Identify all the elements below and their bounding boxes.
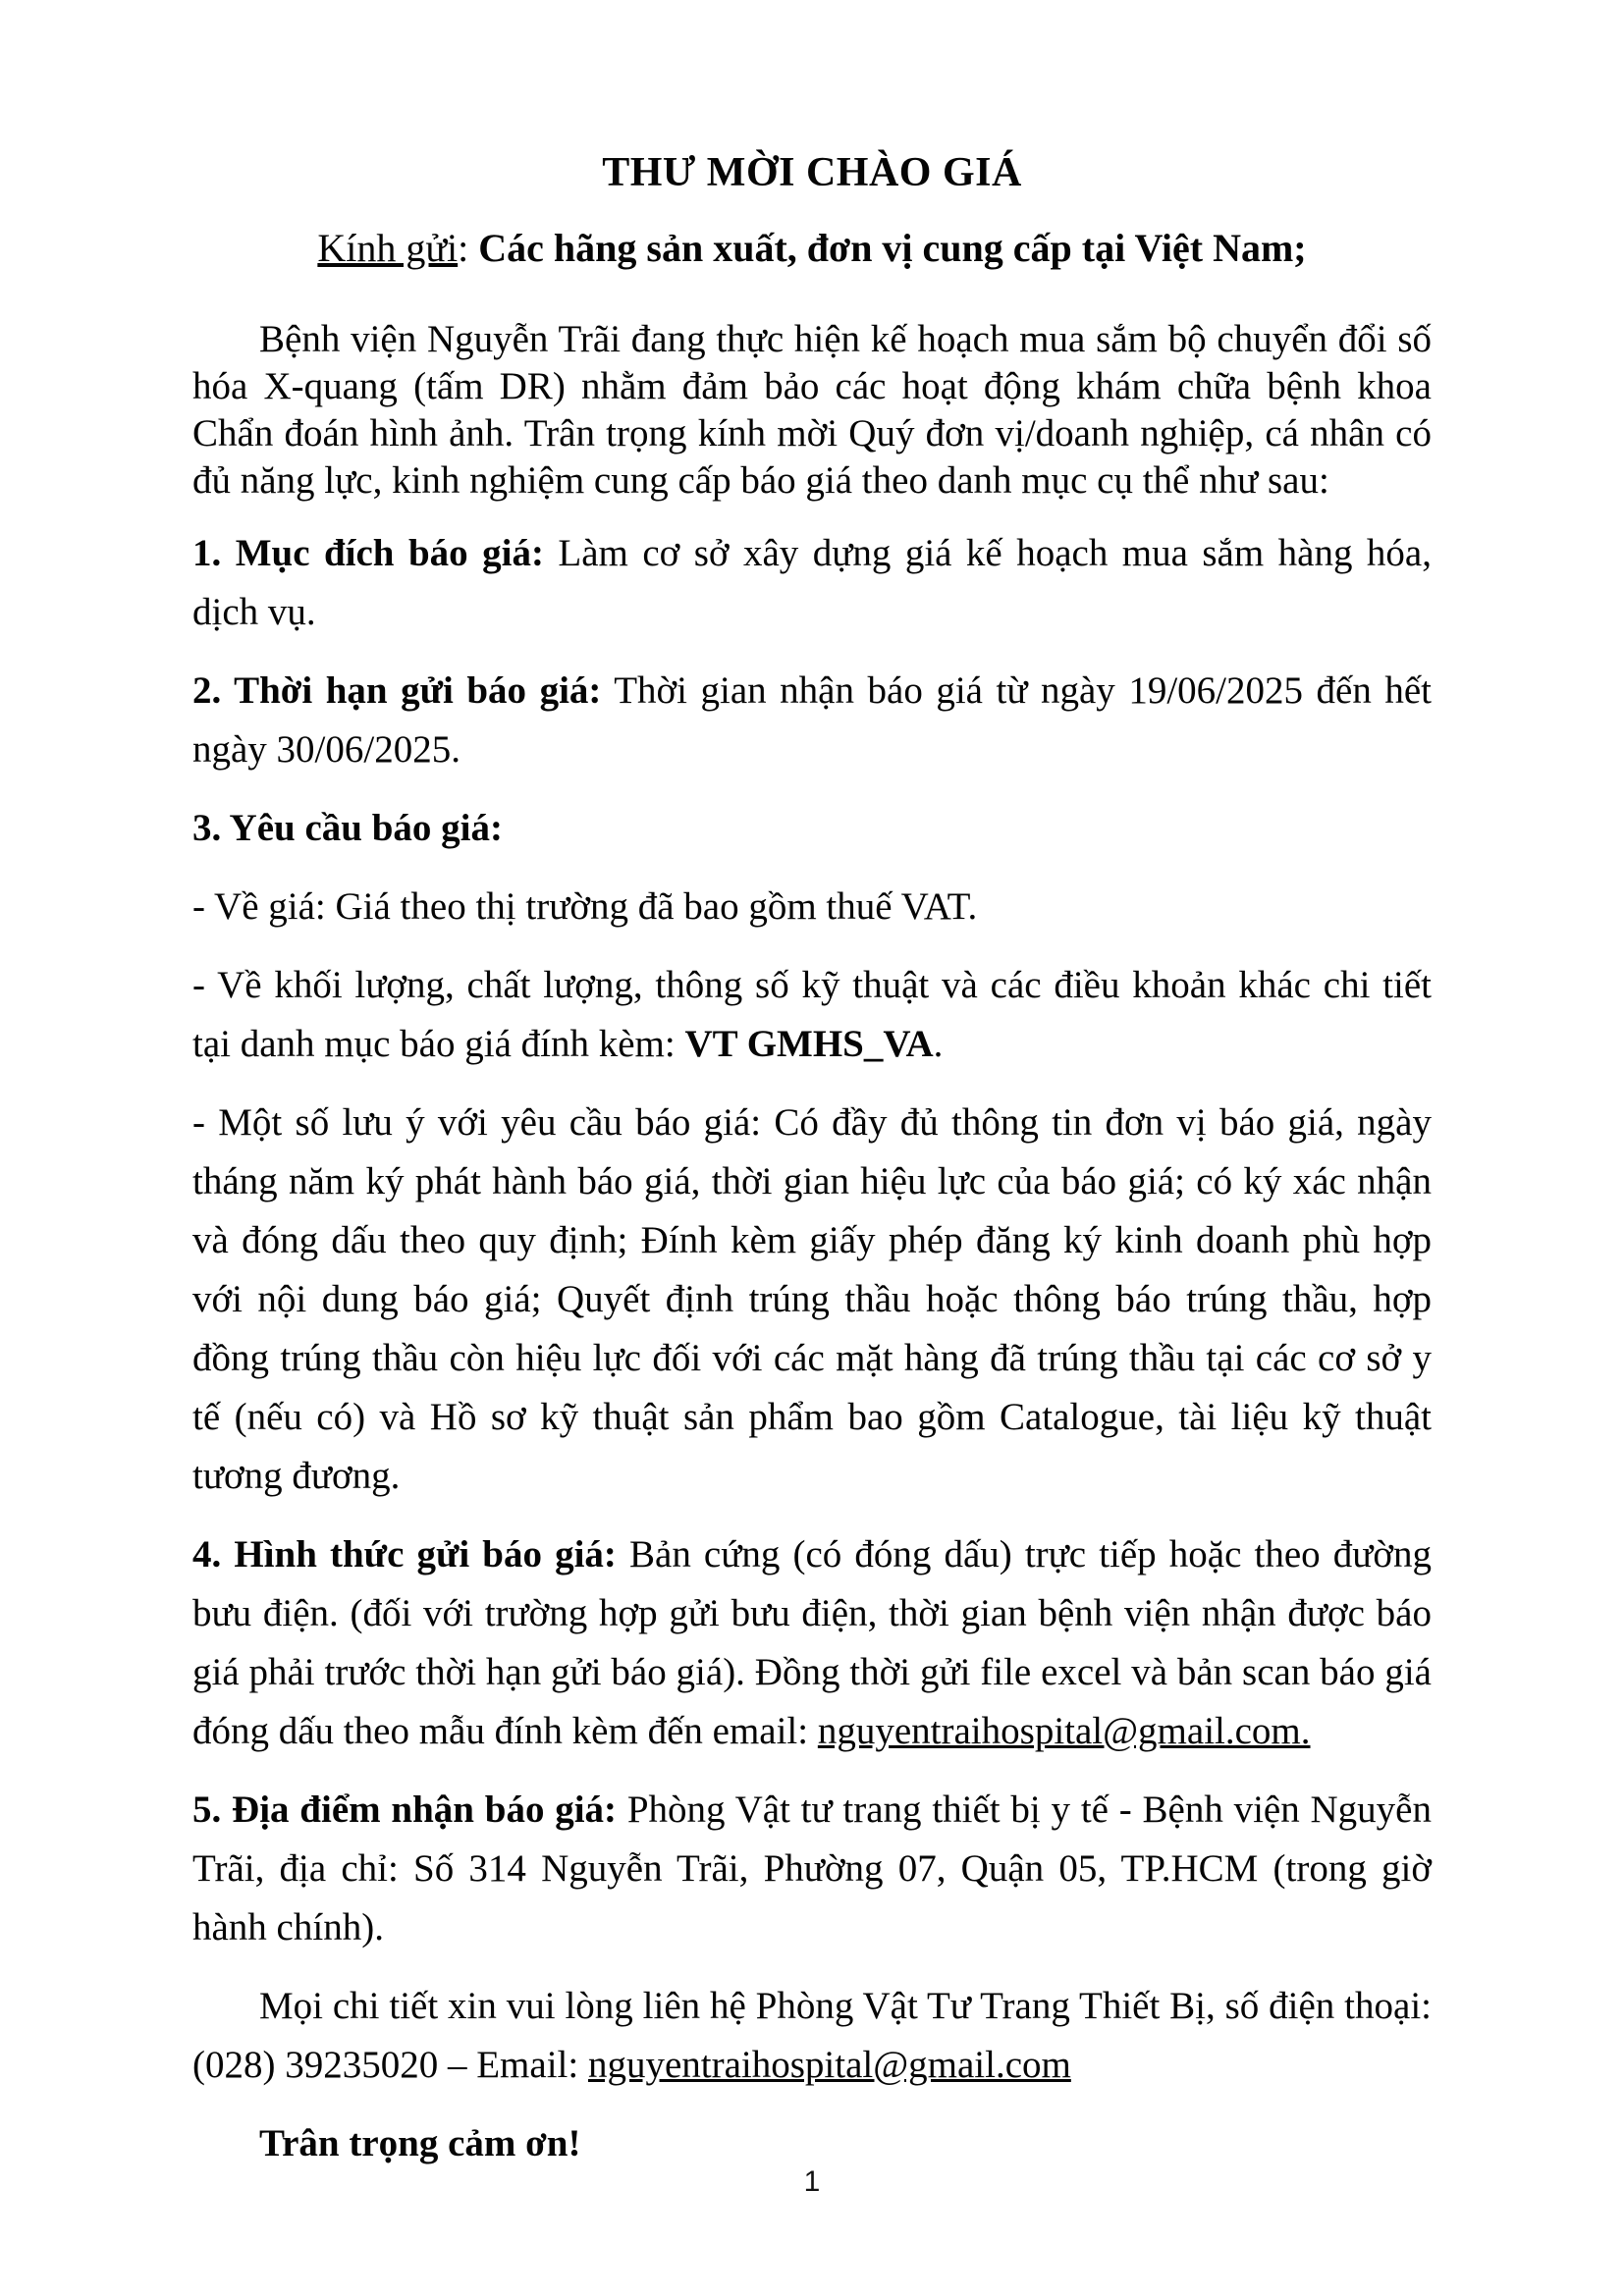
deadline-item [192,662,1432,779]
contact-paragraph [192,1977,1432,2095]
purpose-text: Làm cơ sở xây dựng giá kế hoạch mua sắm hàng hóa, dịch vụ. [192,532,1432,633]
address-text: Phòng Vật tư trang thiết bị y tế - Bệnh viện Nguyễn Trãi, địa chỉ: Số 314 Nguyễn Trãi, Phường 07, Quận 05, TP.HCM (trong giờ hành chính). [192,1789,1432,1949]
salutation-recipients: Các hãng sản xuất, đơn vị cung cấp tại Việt Nam; [478,226,1307,270]
salutation-line [192,224,1432,273]
purpose-item [192,524,1432,642]
intro-paragraph [192,316,1432,505]
price-note-item [192,878,1432,936]
spec-note-period: . [933,1023,944,1065]
requirements-heading [192,799,1432,858]
page-footer [0,2166,1624,2198]
closing-text: Trân trọng cảm ơn! [259,2122,581,2164]
delivery-label: 4. Hình thức gửi báo giá: [192,1533,617,1575]
purpose-label: 1. Mục đích báo giá: [192,532,544,574]
email-link[interactable]: nguyentraihospital@gmail.com [587,2044,1071,2086]
page-number: 1 [803,2165,821,2198]
salutation-separator: : [458,226,479,270]
delivery-method-item [192,1525,1432,1761]
intro-text: Bệnh viện Nguyễn Trãi đang thực hiện kế hoạch mua sắm bộ chuyển đổi số hóa X-quang (tấm DR) nhằm đảm bảo các hoạt động khám chữa bệnh khoa Chẩn đoán hình ảnh. Trân trọng kính mời Quý đơn vị/doanh nghiệp, cá nhân có đủ năng lực, kinh nghiệm cung cấp báo giá theo danh mục cụ thể như sau: [192,318,1432,502]
document-title: THƯ MỜI CHÀO GIÁ [602,150,1022,195]
document-content [192,147,1432,2193]
address-label: 5. Địa điểm nhận báo giá: [192,1789,618,1831]
spec-note-text: - Về khối lượng, chất lượng, thông số kỹ thuật và các điều khoản khác chi tiết tại danh mục báo giá đính kèm: [192,964,1432,1065]
contact-text: Mọi chi tiết xin vui lòng liên hệ Phòng Vật Tư Trang Thiết Bị, số điện thoại: (028) 39235020 – Email: [192,1985,1432,2086]
closing-line [192,2114,1432,2173]
requirements-label: 3. Yêu cầu báo giá: [192,807,503,849]
delivery-text: Bản cứng (có đóng dấu) trực tiếp hoặc theo đường bưu điện. (đối với trường hợp gửi bưu điện, thời gian bệnh viện nhận được báo giá phải trước thời hạn gửi báo giá). Đồng thời gửi file excel và bản scan báo giá đóng dấu theo mẫu đính kèm đến email: [192,1533,1432,1752]
attachment-name: VT GMHS_VA [684,1023,934,1065]
deadline-text: Thời gian nhận báo giá từ ngày 19/06/2025 đến hết ngày 30/06/2025. [192,669,1432,771]
spec-note-item [192,956,1432,1074]
general-notes-item [192,1094,1432,1506]
deadline-label: 2. Thời hạn gửi báo giá: [192,669,602,712]
price-note-text: - Về giá: Giá theo thị trường đã bao gồm thuế VAT. [192,885,978,928]
salutation-label: Kính gửi [317,226,459,270]
email-link[interactable]: nguyentraihospital@gmail.com. [817,1710,1311,1752]
address-item [192,1781,1432,1957]
general-notes-text: - Một số lưu ý với yêu cầu báo giá: Có đầy đủ thông tin đơn vị báo giá, ngày tháng năm ký phát hành báo giá, thời gian hiệu lực của báo giá; có ký xác nhận và đóng dấu theo quy định; Đính kèm giấy phép đăng ký kinh doanh phù hợp với nội dung báo giá; Quyết định trúng thầu hoặc thông báo trúng thầu, hợp đồng trúng thầu còn hiệu lực đối với các mặt hàng đã trúng thầu tại các cơ sở y tế (nếu có) và Hồ sơ kỹ thuật sản phẩm bao gồm Catalogue, tài liệu kỹ thuật tương đương. [192,1101,1432,1497]
